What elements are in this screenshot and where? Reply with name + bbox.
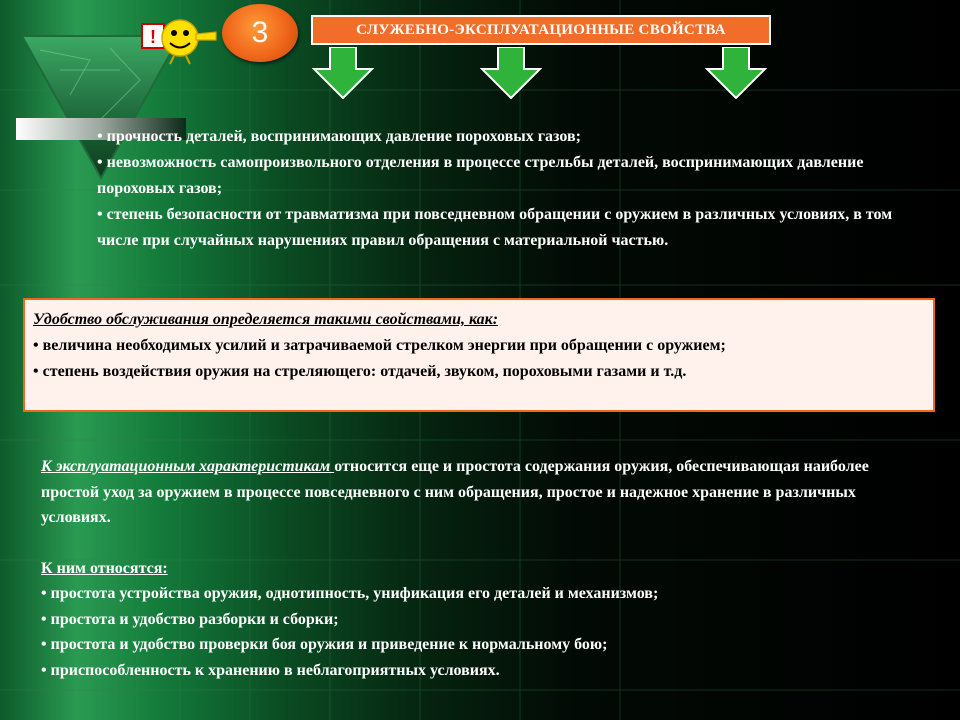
maintenance-heading: Удобство обслуживания определяется такими свойствами, как: <box>33 311 499 328</box>
safety-properties-list <box>97 124 917 254</box>
list-item: • невозможность самопроизвольного отделения в процессе стрельбы деталей, воспринимающих давление пороховых газов; <box>97 154 864 197</box>
green-down-arrow-icon <box>705 47 767 99</box>
list-item: • простота и удобство разборки и сборки; <box>41 610 339 628</box>
list-item: • степень воздействия оружия на стреляющего: отдачей, звуком, пороховыми газами и т.д. <box>33 363 687 380</box>
maintenance-box <box>23 298 935 412</box>
list-item: • приспособленность к хранению в неблагоприятных условиях. <box>41 661 500 679</box>
operational-lead-paragraph <box>41 454 921 531</box>
svg-text:!: ! <box>150 27 156 47</box>
smiley-mascot-icon <box>140 10 220 66</box>
green-down-arrow-icon <box>312 47 374 99</box>
operational-lead-heading: К эксплуатационным характеристикам <box>41 458 335 475</box>
operational-lead-text: относится еще и простота содержания оружия, обеспечивающая наиболее простой уход за оружием в процессе повседневного с ним обращения, простое и надежное хранение в различных условиях. <box>41 458 869 526</box>
slide-number-badge: 3 <box>222 4 298 62</box>
list-item: • степень безопасности от травматизма при повседневном обращении с оружием в различных условиях, в том числе при случайных нарушениях правил обращения с материальной частью. <box>97 206 893 249</box>
list-item: • величина необходимых усилий и затрачиваемой стрелком энергии при обращении с оружием; <box>33 337 726 354</box>
list-item: • простота и удобство проверки боя оружия и приведение к нормальному бою; <box>41 636 608 653</box>
list-item: • простота устройства оружия, однотипность, унификация его деталей и механизмов; <box>41 585 659 602</box>
operational-characteristics <box>41 454 921 683</box>
section-title: СЛУЖЕБНО-ЭКСПЛУАТАЦИОННЫЕ СВОЙСТВА <box>311 15 771 45</box>
list-heading: К ним относятся: <box>41 559 168 577</box>
list-item: • прочность деталей, воспринимающих давление пороховых газов; <box>97 128 581 145</box>
green-down-arrow-icon <box>480 47 542 99</box>
